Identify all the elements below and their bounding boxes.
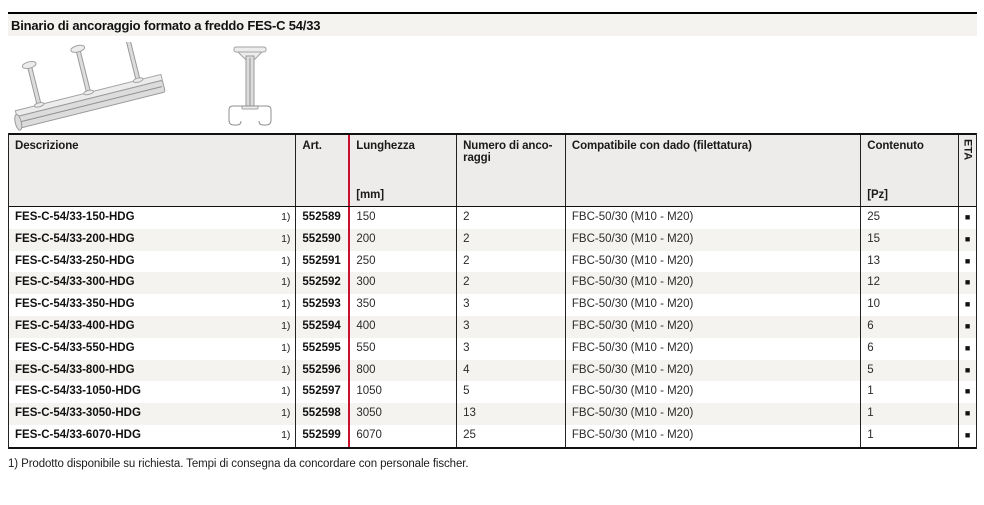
cell-art: 552596 [296,360,350,382]
footnote: 1) Prodotto disponibile su richiesta. Tempi di consegna da concordare con personale fischer. [8,458,469,470]
eta-square-icon: ■ [964,233,971,244]
product-name: FES-C-54/33-6070-HDG [15,428,141,441]
table-row [9,207,976,229]
cell-lunghezza: 300 [350,272,457,294]
cell-contenuto: 5 [861,360,959,382]
cell-eta [959,207,976,229]
cell-contenuto: 10 [861,294,959,316]
eta-square-icon: ■ [964,386,971,397]
header-compatibile: Compatibile con dado (filettatura) [566,135,861,206]
cell-numero-ancoraggi: 3 [457,338,566,360]
cell-compatibile: FBC-50/30 (M10 - M20) [566,425,861,447]
cell-descrizione [9,251,296,273]
header-eta: ETA [961,139,974,161]
table-row [9,425,976,447]
cell-descrizione [9,207,296,229]
cell-lunghezza: 200 [350,229,457,251]
cell-lunghezza: 350 [350,294,457,316]
cell-contenuto: 12 [861,272,959,294]
product-table [8,133,977,449]
cell-lunghezza: 3050 [350,403,457,425]
cell-art: 552592 [296,272,350,294]
cell-numero-ancoraggi: 4 [457,360,566,382]
footnote-marker: 1) [281,428,291,441]
cell-descrizione [9,425,296,447]
cell-contenuto: 1 [861,403,959,425]
cell-eta [959,316,976,338]
cell-lunghezza: 150 [350,207,457,229]
eta-square-icon: ■ [964,408,971,419]
cell-contenuto: 13 [861,251,959,273]
cell-descrizione [9,272,296,294]
eta-square-icon: ■ [964,255,971,266]
eta-square-icon: ■ [964,212,971,222]
header-contenuto: Contenuto [Pz] [861,135,959,206]
cell-compatibile: FBC-50/30 (M10 - M20) [566,360,861,382]
footnote-marker: 1) [281,276,291,289]
cell-lunghezza: 800 [350,360,457,382]
cell-numero-ancoraggi: 3 [457,294,566,316]
footnote-marker: 1) [281,254,291,267]
header-numero-ancoraggi: Numero di anco- raggi [457,135,566,206]
cell-art: 552593 [296,294,350,316]
cell-art: 552597 [296,381,350,403]
cell-numero-ancoraggi: 25 [457,425,566,447]
cell-numero-ancoraggi: 13 [457,403,566,425]
cell-lunghezza: 250 [350,251,457,273]
product-name: FES-C-54/33-800-HDG [15,363,135,376]
cell-compatibile: FBC-50/30 (M10 - M20) [566,294,861,316]
cell-numero-ancoraggi: 3 [457,316,566,338]
cell-art: 552598 [296,403,350,425]
table-row [9,381,976,403]
cell-lunghezza: 6070 [350,425,457,447]
header-descrizione: Descrizione [9,135,296,206]
eta-square-icon: ■ [964,299,971,310]
footnote-marker: 1) [281,407,291,420]
product-name: FES-C-54/33-150-HDG [15,211,135,223]
cell-eta [959,403,976,425]
cell-compatibile: FBC-50/30 (M10 - M20) [566,381,861,403]
cell-descrizione [9,294,296,316]
product-images [8,40,408,132]
table-header [9,133,976,207]
cell-lunghezza: 550 [350,338,457,360]
cell-art: 552589 [296,207,350,229]
eta-square-icon: ■ [964,429,971,440]
product-name: FES-C-54/33-250-HDG [15,254,135,267]
cell-compatibile: FBC-50/30 (M10 - M20) [566,338,861,360]
cell-eta [959,425,976,447]
cell-compatibile: FBC-50/30 (M10 - M20) [566,229,861,251]
cell-contenuto: 1 [861,425,959,447]
table-row [9,360,976,382]
cell-art: 552594 [296,316,350,338]
cell-art: 552590 [296,229,350,251]
product-name: FES-C-54/33-300-HDG [15,276,135,289]
table-row [9,403,976,425]
cell-eta [959,381,976,403]
cell-compatibile: FBC-50/30 (M10 - M20) [566,272,861,294]
cell-numero-ancoraggi: 2 [457,229,566,251]
cell-numero-ancoraggi: 2 [457,272,566,294]
table-row [9,316,976,338]
cell-compatibile: FBC-50/30 (M10 - M20) [566,207,861,229]
cell-compatibile: FBC-50/30 (M10 - M20) [566,403,861,425]
header-lunghezza-unit: [mm] [356,189,385,201]
cell-numero-ancoraggi: 2 [457,207,566,229]
eta-square-icon: ■ [964,277,971,288]
cell-descrizione [9,360,296,382]
product-name: FES-C-54/33-400-HDG [15,319,135,332]
cell-lunghezza: 400 [350,316,457,338]
footnote-marker: 1) [281,232,291,245]
product-name: FES-C-54/33-200-HDG [15,232,135,245]
cell-compatibile: FBC-50/30 (M10 - M20) [566,316,861,338]
cell-descrizione [9,316,296,338]
footnote-marker: 1) [281,363,291,376]
cell-numero-ancoraggi: 2 [457,251,566,273]
cell-numero-ancoraggi: 5 [457,381,566,403]
table-row [9,229,976,251]
cell-contenuto: 15 [861,229,959,251]
cell-eta [959,360,976,382]
header-contenuto-unit: [Pz] [867,189,888,201]
cell-descrizione [9,381,296,403]
table-row [9,272,976,294]
cell-contenuto: 6 [861,316,959,338]
cell-eta [959,294,976,316]
header-lunghezza: Lunghezza [mm] [350,135,457,206]
cell-eta [959,338,976,360]
cell-compatibile: FBC-50/30 (M10 - M20) [566,251,861,273]
cross-section-image [222,42,278,132]
title-band [8,14,977,36]
cell-descrizione [9,338,296,360]
cell-descrizione [9,229,296,251]
product-name: FES-C-54/33-350-HDG [15,298,135,311]
product-name: FES-C-54/33-550-HDG [15,341,135,354]
cell-contenuto: 25 [861,207,959,229]
cell-descrizione [9,403,296,425]
table-row [9,338,976,360]
eta-square-icon: ■ [964,320,971,331]
table-row [9,294,976,316]
eta-square-icon: ■ [964,364,971,375]
page-title: Binario di ancoraggio formato a freddo FES-C 54/33 [11,17,321,33]
footnote-marker: 1) [281,319,291,332]
cell-art: 552599 [296,425,350,447]
cell-art: 552595 [296,338,350,360]
footnote-marker: 1) [281,211,291,223]
footnote-marker: 1) [281,298,291,311]
eta-square-icon: ■ [964,342,971,353]
product-name: FES-C-54/33-3050-HDG [15,407,141,420]
cell-eta [959,229,976,251]
cell-contenuto: 6 [861,338,959,360]
footnote-marker: 1) [281,385,291,398]
table-body [9,207,976,449]
footnote-marker: 1) [281,341,291,354]
cell-eta [959,272,976,294]
cell-lunghezza: 1050 [350,381,457,403]
table-row [9,251,976,273]
cell-eta [959,251,976,273]
cell-art: 552591 [296,251,350,273]
product-name: FES-C-54/33-1050-HDG [15,385,141,398]
header-art: Art. [296,135,350,206]
rail-isometric-image [10,42,175,132]
cell-contenuto: 1 [861,381,959,403]
